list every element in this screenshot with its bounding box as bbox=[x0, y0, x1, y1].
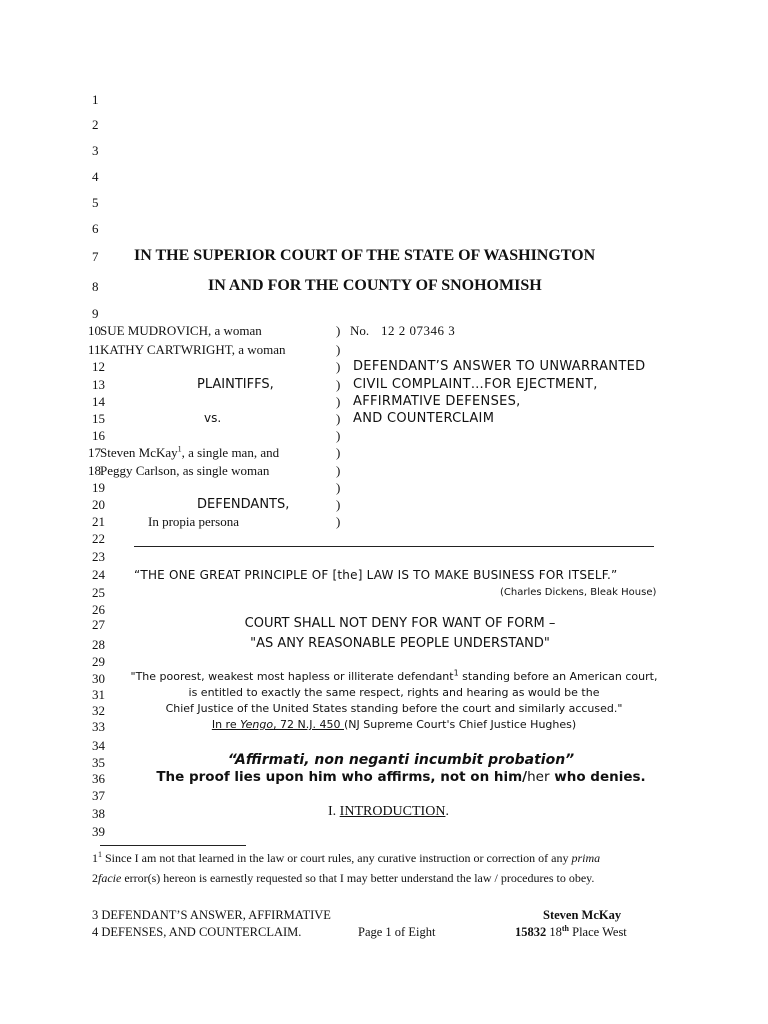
line-number: 32 bbox=[92, 703, 105, 718]
dickens-quote: “THE ONE GREAT PRINCIPLE OF [the] LAW IS TO MAKE BUSINESS FOR ITSELF.” bbox=[134, 568, 618, 582]
line-number: 26 bbox=[92, 602, 105, 617]
caption-paren: ) bbox=[336, 480, 341, 495]
line-number: 12 bbox=[92, 359, 105, 374]
line-number: 30 bbox=[92, 671, 105, 686]
versus-label: vs. bbox=[204, 411, 222, 425]
page-number: Page 1 of Eight bbox=[358, 925, 436, 939]
plaintiff-2: KATHY CARTWRIGHT, a woman bbox=[100, 342, 286, 357]
line-number: 18 bbox=[88, 463, 101, 478]
caption-paren: ) bbox=[336, 323, 341, 338]
footer-author: Steven McKay bbox=[543, 908, 622, 922]
line-number: 22 bbox=[92, 531, 105, 546]
latin-maxim: “Affirmati, non neganti incumbit probation” bbox=[227, 752, 575, 768]
caption-paren: ) bbox=[336, 463, 341, 478]
caption-paren: ) bbox=[336, 428, 341, 443]
line-number: 19 bbox=[92, 480, 105, 495]
line-number: 33 bbox=[92, 719, 105, 734]
line-number: 6 bbox=[92, 221, 99, 236]
line-number: 16 bbox=[92, 428, 105, 443]
line-number: 8 bbox=[92, 279, 99, 294]
yengo-citation: In re Yengo, 72 N.J. 450 (NJ Supreme Court's Chief Justice Hughes) bbox=[211, 718, 577, 731]
line-number: 1 bbox=[92, 92, 99, 107]
line-number: 15 bbox=[92, 411, 105, 426]
line-number: 28 bbox=[92, 637, 105, 652]
document-title-line-2: CIVIL COMPLAINT…FOR EJECTMENT, bbox=[353, 377, 598, 392]
plaintiff-1: SUE MUDROVICH, a woman bbox=[100, 323, 262, 338]
footnote-rule bbox=[100, 845, 246, 846]
line-number: 35 bbox=[92, 755, 105, 770]
line-number: 14 bbox=[92, 394, 105, 409]
court-heading-line-2: IN AND FOR THE COUNTY OF SNOHOMISH bbox=[208, 277, 542, 294]
line-number: 34 bbox=[92, 738, 105, 753]
section-heading: I. INTRODUCTION. bbox=[328, 804, 449, 819]
line-number: 36 bbox=[92, 771, 105, 786]
line-number: 25 bbox=[92, 585, 105, 600]
case-number: 12 2 07346 3 bbox=[381, 323, 456, 338]
line-number: 23 bbox=[92, 549, 105, 564]
line-number: 5 bbox=[92, 195, 99, 210]
line-number: 4 bbox=[92, 169, 99, 184]
line-number: 7 bbox=[92, 249, 99, 264]
form-heading-line-1: COURT SHALL NOT DENY FOR WANT OF FORM – bbox=[244, 616, 556, 631]
line-number: 29 bbox=[92, 654, 105, 669]
footer-address: 15832 18th Place West bbox=[515, 923, 627, 939]
caption-paren: ) bbox=[336, 445, 341, 460]
defendants-label: DEFENDANTS, bbox=[197, 497, 290, 512]
defendant-1: Steven McKay$^1$, a single man, and bbox=[100, 444, 280, 460]
line-number: 20 bbox=[92, 497, 105, 512]
case-number-label: No. bbox=[350, 323, 370, 338]
footnote-line-2: 2facie error(s) hereon is earnestly requested so that I may better understand the law / procedures to obey. bbox=[92, 871, 595, 885]
line-number: 10 bbox=[88, 323, 101, 338]
line-number: 37 bbox=[92, 788, 105, 803]
line-number: 17 bbox=[88, 445, 101, 460]
line-number: 21 bbox=[92, 514, 105, 529]
form-heading-line-2: "AS ANY REASONABLE PEOPLE UNDERSTAND" bbox=[250, 636, 550, 651]
footnote-line-1: $1^1$ Since I am not that learned in the law or court rules, any curative instruction or correction of any prima bbox=[92, 850, 601, 865]
line-number: 38 bbox=[92, 806, 105, 821]
yengo-quote-line-1: "The poorest, weakest most hapless or illiterate defendant$^1$ standing before an American court, bbox=[130, 668, 658, 683]
footer-title-line-2: 4 DEFENSES, AND COUNTERCLAIM. bbox=[92, 925, 302, 939]
line-number: 24 bbox=[92, 567, 105, 582]
caption-paren: ) bbox=[336, 394, 341, 409]
footer-title-line-1: 3 DEFENDANT’S ANSWER, AFFIRMATIVE bbox=[92, 908, 331, 922]
dickens-attribution: (Charles Dickens, Bleak House) bbox=[500, 587, 657, 598]
line-number: 9 bbox=[92, 306, 99, 321]
line-number: 11 bbox=[88, 342, 101, 357]
defendant-2: Peggy Carlson, as single woman bbox=[100, 463, 270, 478]
plaintiffs-label: PLAINTIFFS, bbox=[197, 377, 274, 392]
caption-paren: ) bbox=[336, 342, 341, 357]
line-number: 31 bbox=[92, 687, 105, 702]
line-number: 27 bbox=[92, 617, 105, 632]
caption-paren: ) bbox=[336, 497, 341, 512]
line-number: 39 bbox=[92, 824, 105, 839]
caption-paren: ) bbox=[336, 411, 341, 426]
yengo-quote-line-2: is entitled to exactly the same respect, rights and hearing as would be the bbox=[188, 686, 600, 699]
line-number: 13 bbox=[92, 377, 105, 392]
caption-rule bbox=[134, 546, 654, 547]
line-number: 2 bbox=[92, 117, 99, 132]
caption-paren: ) bbox=[336, 377, 341, 392]
yengo-quote-line-3: Chief Justice of the United States standing before the court and similarly accused." bbox=[165, 702, 623, 715]
caption-paren: ) bbox=[336, 359, 341, 374]
in-propia-persona: In propia persona bbox=[148, 514, 239, 529]
document-title-line-1: DEFENDANT’S ANSWER TO UNWARRANTED bbox=[353, 359, 646, 374]
line-number: 3 bbox=[92, 143, 99, 158]
document-title-line-4: AND COUNTERCLAIM bbox=[353, 411, 495, 426]
document-title-line-3: AFFIRMATIVE DEFENSES, bbox=[353, 394, 521, 409]
caption-paren: ) bbox=[336, 514, 341, 529]
court-heading-line-1: IN THE SUPERIOR COURT OF THE STATE OF WASHINGTON bbox=[134, 247, 596, 264]
latin-translation: The proof lies upon him who affirms, not on him/her who denies. bbox=[156, 769, 646, 785]
